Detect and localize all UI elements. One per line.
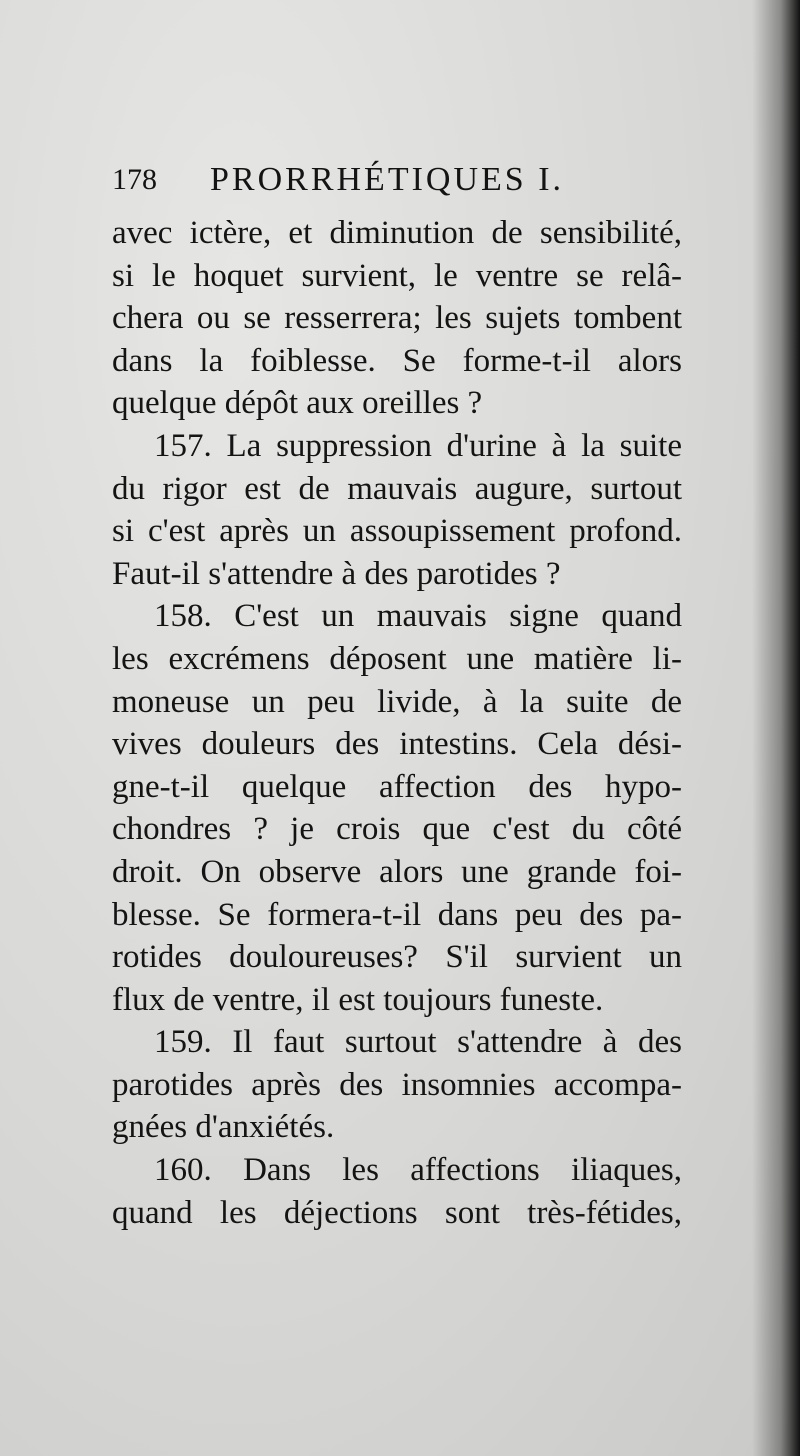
text-line: flux de ventre, il est toujours funeste. — [112, 981, 604, 1018]
paragraph-160-start: 160. Dans les affections iliaques, — [154, 1152, 682, 1189]
text-line: droit. On observe alors une grande foi- — [112, 853, 682, 890]
running-title: PRORRHÉTIQUES I. — [210, 161, 565, 198]
text-line: vives douleurs des intestins. Cela dési- — [112, 726, 682, 763]
text-line: quand les déjections sont très-fétides, — [112, 1194, 682, 1231]
text-line: du rigor est de mauvais augure, surtout — [112, 470, 682, 507]
text-line: chondres ? je crois que c'est du côté — [112, 811, 682, 848]
page-binding-shadow — [752, 0, 800, 1456]
paragraph-159-start: 159. Il faut surtout s'attendre à des — [154, 1024, 682, 1061]
text-line: Faut-il s'attendre à des parotides ? — [112, 555, 561, 592]
text-line: blesse. Se formera-t-il dans peu des pa- — [112, 896, 682, 933]
text-line: chera ou se resserrera; les sujets tombent — [112, 300, 682, 337]
text-line: quelque dépôt aux oreilles ? — [112, 385, 483, 422]
text-line: si c'est après un assoupissement profond. — [112, 513, 682, 550]
text-line: avec ictère, et diminution de sensibilité, — [112, 215, 682, 251]
paragraph-158-start: 158. C'est un mauvais signe quand — [154, 598, 682, 635]
text-line: si le hoquet survient, le ventre se relâ- — [112, 257, 682, 294]
text-line: rotides douloureuses? S'il survient un — [112, 939, 682, 976]
text-line: gnées d'anxiétés. — [112, 1109, 335, 1146]
text-line: les excrémens déposent une matière li- — [112, 640, 682, 677]
page-header — [112, 158, 632, 202]
text-line: parotides après des insomnies accompa- — [112, 1066, 682, 1103]
text-line: dans la foiblesse. Se forme-t-il alors — [112, 342, 682, 379]
text-line: moneuse un peu livide, à la suite de — [112, 683, 682, 720]
page-number: 178 — [112, 163, 157, 196]
text-line: gne-t-il quelque affection des hypo- — [112, 768, 682, 805]
body-text — [112, 212, 682, 1234]
paragraph-157-start: 157. La suppression d'urine à la suite — [154, 427, 682, 464]
